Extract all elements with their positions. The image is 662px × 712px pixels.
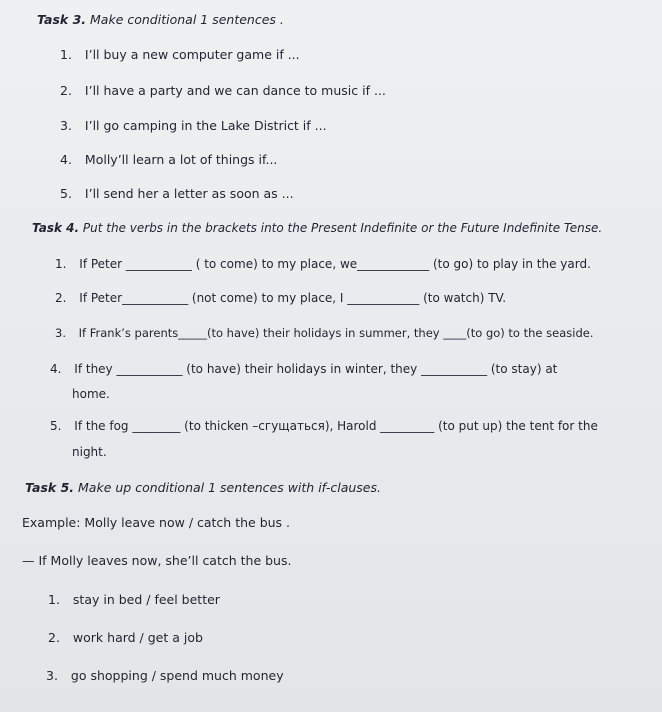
item-text: I’ll go camping in the Lake District if ... (84, 118, 327, 133)
task3-item-2 (60, 83, 386, 99)
item-text: If the fog ________ (to thicken –сгущаться), Harold _________ (to put up) the tent for the (74, 419, 598, 433)
item-number: 3. (55, 326, 66, 340)
task5-example-answer: — If Molly leaves now, she’ll catch the bus. (22, 553, 292, 568)
task3-item-1 (60, 47, 300, 63)
item-number: 5. (50, 419, 62, 433)
item-text: home. (72, 387, 110, 401)
task5-heading (25, 480, 381, 496)
task5-item-3 (46, 668, 284, 684)
item-number: 2. (48, 630, 60, 645)
item-text: stay in bed / feel better (72, 592, 220, 607)
task5-instruction: Make up conditional 1 sentences with if-clauses. (78, 480, 381, 495)
task4-item-5-continuation (72, 444, 107, 460)
task5-example: Example: Molly leave now / catch the bus . (22, 515, 291, 530)
item-number: 3. (46, 668, 58, 683)
item-number: 5. (60, 186, 72, 201)
item-text: Molly’ll learn a lot of things if... (84, 152, 278, 167)
task3-heading (37, 12, 284, 28)
item-number: 1. (55, 257, 67, 271)
item-text: If they ___________ (to have) their holidays in winter, they ___________ (to stay) at (74, 362, 558, 376)
item-number: 3. (60, 118, 72, 133)
task5-item-2 (48, 630, 203, 646)
item-text: I’ll buy a new computer game if ... (84, 47, 300, 62)
task4-label: Task 4. (32, 221, 80, 235)
item-number: 2. (60, 83, 72, 98)
task4-instruction: Put the verbs in the brackets into the Present Indefinite or the Future Indefinite Tense. (82, 221, 603, 235)
task3-item-4 (60, 152, 277, 168)
item-text: I’ll have a party and we can dance to music if ... (84, 83, 386, 98)
task4-item-3 (55, 325, 594, 341)
item-number: 1. (48, 592, 60, 607)
task4-item-1 (55, 256, 591, 272)
item-number: 1. (60, 47, 72, 62)
task3-instruction: Make conditional 1 sentences . (90, 12, 284, 27)
item-number: 2. (55, 291, 67, 305)
task4-item-4-continuation (72, 386, 110, 402)
task3-item-3 (60, 118, 327, 134)
item-text: work hard / get a job (72, 630, 203, 645)
item-text: If Peter___________ (not come) to my place, I ____________ (to watch) TV. (79, 291, 507, 305)
task4-item-2 (55, 290, 506, 306)
task4-heading (32, 220, 602, 236)
item-number: 4. (50, 362, 62, 376)
task4-item-4 (50, 361, 557, 377)
task3-item-5 (60, 186, 294, 202)
item-text: night. (72, 445, 107, 459)
item-text: If Frank’s parents_____(to have) their holidays in summer, they ____(to go) to the seaside. (78, 326, 594, 340)
item-text: If Peter ___________ ( to come) to my place, we____________ (to go) to play in the yard. (79, 257, 591, 271)
task5-item-1 (48, 592, 220, 608)
task3-label: Task 3. (37, 12, 87, 27)
item-text: go shopping / spend much money (70, 668, 284, 683)
task5-label: Task 5. (25, 480, 75, 495)
item-number: 4. (60, 152, 72, 167)
item-text: I’ll send her a letter as soon as ... (84, 186, 294, 201)
task4-item-5 (50, 418, 598, 434)
